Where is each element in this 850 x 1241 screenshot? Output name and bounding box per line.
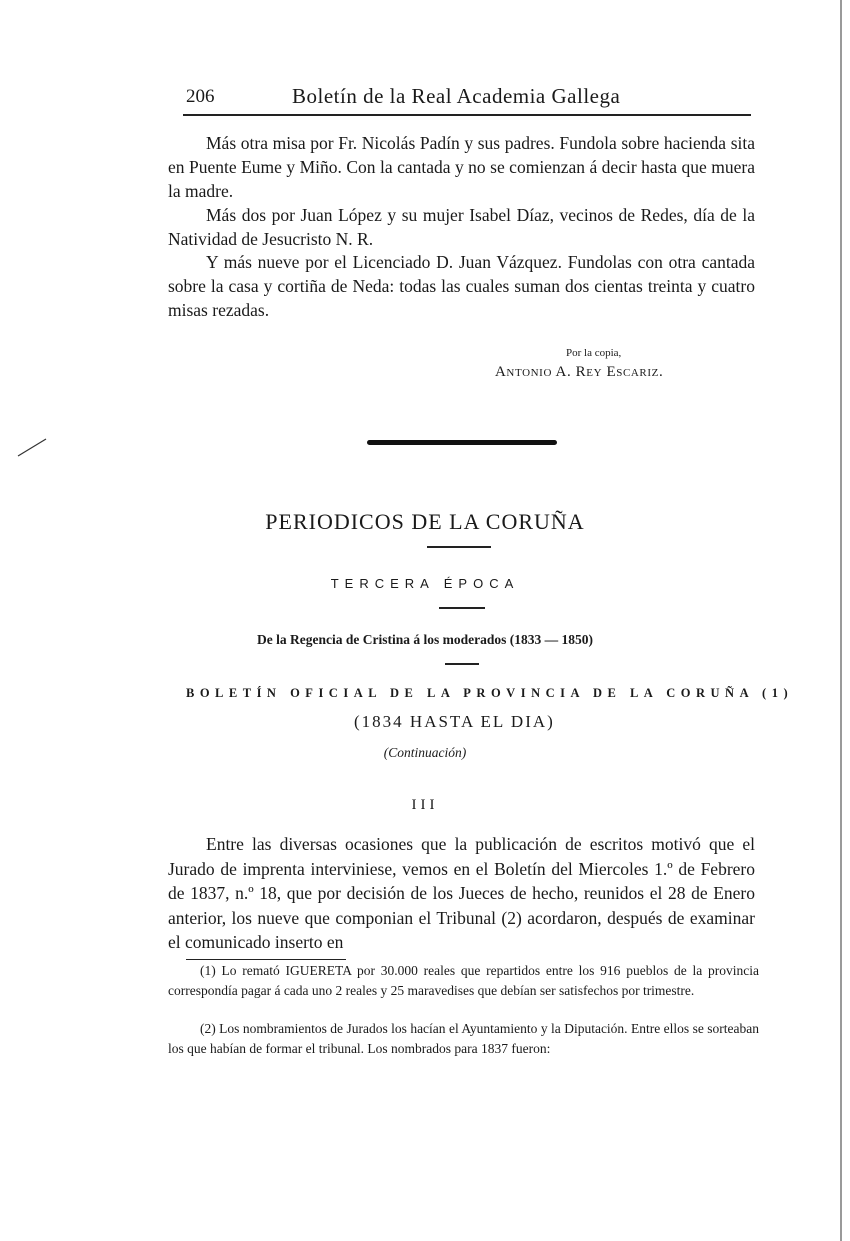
section-title: PERIODICOS DE LA CORUÑA	[265, 509, 585, 534]
signature-name: Antonio A. Rey Escariz.	[495, 364, 664, 380]
bulletin-years: (1834 HASTA EL DIA)	[354, 712, 555, 731]
footnote-rule	[186, 959, 346, 960]
journal-title: Boletín de la Real Academia Gallega	[292, 84, 621, 108]
continuation-label: (Continuación)	[383, 745, 467, 760]
subtitle-rule	[445, 663, 479, 665]
paragraph-padin: Más otra misa por Fr. Nicolás Padín y sus padres. Fundola sobre hacienda sita en Puente Eume y Miño. Con la cantada y no se comienzan á decir hasta que muera la madre.	[168, 133, 755, 201]
footnote-2: (2) Los nombramientos de Jurados los hacían el Ayuntamiento y la Diputación. Entre ellos se sorteaban los que habían de formar el tribunal. Los nombrados para 1837 fueron:	[168, 1021, 759, 1056]
title-rule	[427, 546, 491, 548]
scan-mark	[16, 436, 48, 460]
header-rule	[183, 114, 751, 116]
chapter-number: III	[411, 797, 439, 813]
signature-label: Por la copia,	[566, 347, 622, 359]
bulletin-heading: BOLETÍN OFICIAL DE LA PROVINCIA DE LA CORUÑA (1)	[186, 686, 794, 700]
epoch-heading: TERCERA ÉPOCA	[330, 576, 520, 591]
period-subtitle: De la Regencia de Cristina á los moderados (1833 — 1850)	[257, 632, 593, 647]
scan-edge-line	[840, 0, 842, 1241]
paragraph-lopez: Más dos por Juan López y su mujer Isabel Díaz, vecinos de Redes, día de la Natividad de Jesucristo N. R.	[168, 205, 755, 249]
section-divider	[367, 440, 557, 445]
paragraph-vazquez: Y más nueve por el Licenciado D. Juan Vázquez. Fundolas con otra cantada sobre la casa y cortiña de Neda: todas las cuales suman dos cientas treinta y cuatro misas rezadas.	[168, 252, 755, 320]
main-paragraph: Entre las diversas ocasiones que la publicación de escritos motivó que el Jurado de imprenta interviniese, vemos en el Boletín del Miercoles 1.º de Febrero de 1837, n.º 18, que por decisión de los Jueces de hecho, reunidos el 28 de Enero anterior, los nueve que componian el Tribunal (2) acordaron, después de examinar el comunicado inserto en	[168, 834, 755, 953]
page-number: 206	[186, 86, 215, 107]
epoch-rule	[439, 607, 485, 609]
footnote-1: (1) Lo remató IGUERETA por 30.000 reales que repartidos entre los 916 pueblos de la provincia correspondía pagar á cada uno 2 reales y 25 maravedises que debían ser satisfechos por trimestre.	[168, 963, 759, 998]
